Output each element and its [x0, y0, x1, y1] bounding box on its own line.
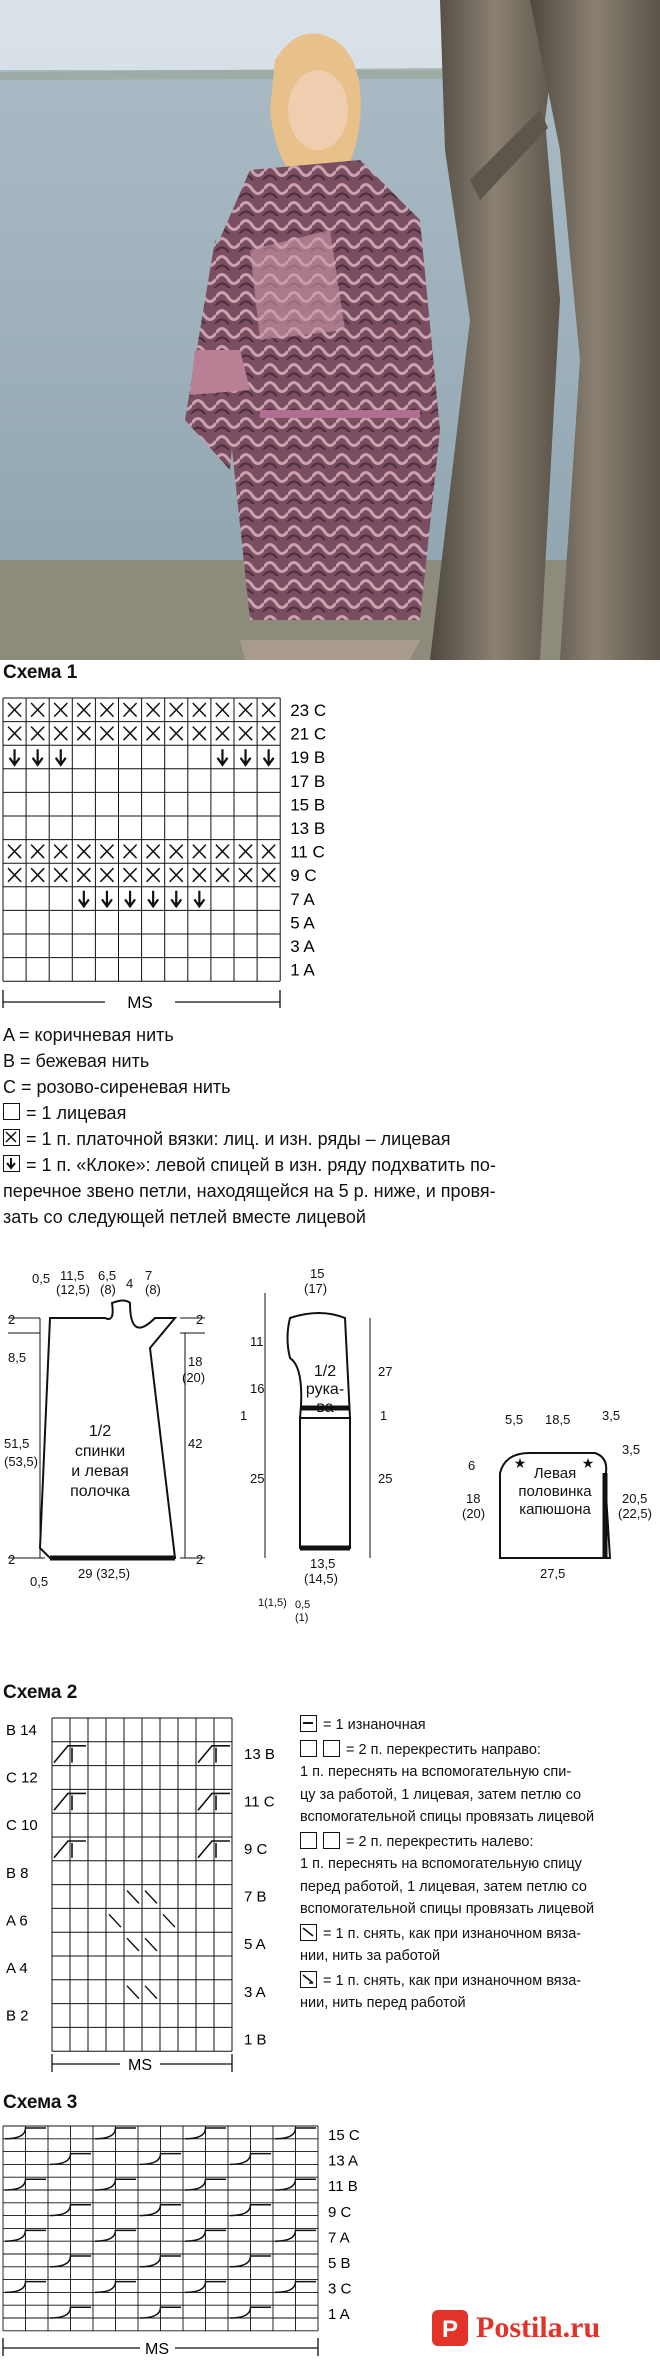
cross-mark [77, 727, 90, 741]
right-row-label: 7 B [244, 1888, 267, 1906]
row-label: 3 A [290, 937, 315, 956]
legend-cross-right: = 2 п. перекрестить направо: [300, 1737, 660, 1762]
cross-mark [216, 727, 229, 741]
right-row-label: 11 B [328, 2178, 358, 2196]
cross-mark [124, 845, 137, 859]
legend-color-a: A = коричневая нить [3, 1025, 174, 1045]
cross-mark [31, 868, 44, 882]
cross-mark [193, 868, 206, 882]
svg-text:(22,5): (22,5) [618, 1506, 652, 1521]
svg-text:11,5: 11,5 [60, 1268, 85, 1283]
cross-mark [193, 845, 206, 859]
svg-text:2: 2 [196, 1552, 204, 1567]
cross-mark [239, 703, 252, 717]
cross-square-icon [3, 1129, 20, 1146]
cross-mark [100, 703, 113, 717]
scheme1-title: Схема 1 [3, 662, 78, 683]
cross-mark [262, 703, 275, 717]
cross-mark [54, 845, 67, 859]
right-row-label: 3 A [244, 1983, 266, 2001]
hood-label [514, 1455, 595, 1518]
scheme1-ms-label: MS [127, 993, 153, 1012]
slip-front-icon [300, 1971, 317, 1988]
arrow-mark [79, 891, 89, 907]
left-row-label: B 2 [6, 2007, 29, 2025]
slip-mark [109, 1914, 121, 1927]
left-row-label: B 14 [6, 1722, 37, 1739]
scheme2-ms-label: MS [128, 2057, 152, 2074]
slip-back-icon [300, 1924, 317, 1941]
arrow-mark [33, 749, 43, 765]
cross-mark [193, 727, 206, 741]
svg-text:13,5: 13,5 [310, 1556, 336, 1571]
right-row-label: 5 A [244, 1936, 266, 1954]
cross-mark [31, 703, 44, 717]
scheme1-chart [0, 690, 400, 1020]
cross-mark [100, 845, 113, 859]
cross-mark [262, 868, 275, 882]
cross-mark [8, 845, 21, 859]
left-row-label: B 8 [6, 1864, 29, 1882]
scheme2-legend: = 1 изнаночная = 2 п. перекрестить направо: 1 п. переснять на вспомогательную спи- цу за работой, 1 лицевая, затем петлю со вспомогательной спицы провязать лицевой = 2 п. перекрестить налево: 1 п. переснять на вспомогательную спицу перед работой, 1 лицевая, затем петлю со вспомогательной спицы провязать лицевой = 1 п. снять, как при изнаночном вяза- нии, нить за работой = 1 п. снять, как при изнаночном вяза- нии, нить перед работой [300, 1712, 660, 2015]
cross-mark [8, 727, 21, 741]
scheme1-grid [3, 698, 280, 981]
svg-text:и левая: и левая [71, 1463, 129, 1480]
cross-mark [147, 703, 160, 717]
cross-mark [239, 868, 252, 882]
right-row-label: 11 C [244, 1793, 275, 1811]
empty-square-icon [3, 1103, 20, 1120]
cross-mark [31, 727, 44, 741]
left-row-label: C 12 [6, 1769, 38, 1787]
cross-mark [216, 703, 229, 717]
cross-mark [8, 868, 21, 882]
cross-mark [216, 868, 229, 882]
legend-slip-front: = 1 п. снять, как при изнаночном вяза- [300, 1968, 660, 1993]
svg-text:половинка: половинка [518, 1483, 592, 1500]
legend-color-b: B = бежевая нить [3, 1051, 150, 1071]
arrow-mark [56, 749, 66, 765]
row-label: 19 B [290, 748, 326, 768]
scheme1-row-labels [290, 701, 326, 980]
legend-garter: = 1 п. платочной вязки: лиц. и изн. ряды – лицевая [3, 1126, 653, 1152]
scheme1-legend: A = коричневая нить B = бежевая нить C = розово-сиреневая нить = 1 лицевая = 1 п. платочной вязки: лиц. и изн. ряды – лицевая = 1 п. «Клоке»: левой спицей в изн. ряду подхватить по- перечное звено петли, находящейся на 5 р. ниже, и провя- зать со следующей петлей вместе лицевой [3, 1022, 653, 1230]
cross-mark [77, 868, 90, 882]
scheme3-ms-label: MS [145, 2341, 169, 2358]
cross-left-icon-2 [323, 1832, 340, 1849]
svg-text:18,5: 18,5 [545, 1412, 571, 1427]
svg-text:(14,5): (14,5) [304, 1571, 338, 1586]
svg-text:7: 7 [145, 1268, 153, 1283]
right-row-label: 3 C [328, 2280, 352, 2298]
cross-right-icon [300, 1740, 317, 1757]
svg-text:1(1,5): 1(1,5) [258, 1597, 287, 1609]
cross-mark [170, 703, 183, 717]
cross-mark [216, 845, 229, 859]
svg-text:рука-: рука- [305, 1381, 345, 1398]
cross-mark [170, 845, 183, 859]
slip-mark [145, 1938, 157, 1951]
svg-text:1: 1 [240, 1408, 248, 1423]
svg-text:спинки: спинки [74, 1443, 126, 1460]
right-row-label: 5 B [328, 2255, 351, 2272]
svg-text:18: 18 [466, 1491, 481, 1506]
svg-text:(20): (20) [462, 1506, 486, 1521]
left-row-label: C 10 [6, 1817, 38, 1835]
svg-text:полочка: полочка [70, 1483, 130, 1500]
legend-cloque: = 1 п. «Клоке»: левой спицей в изн. ряду подхватить по- [3, 1152, 653, 1178]
scheme3-grid [3, 2126, 318, 2331]
cross-mark [8, 703, 21, 717]
slip-mark [127, 1891, 139, 1904]
svg-text:0,5: 0,5 [30, 1574, 49, 1589]
svg-text:Левая: Левая [533, 1465, 577, 1482]
scheme3-row-labels [328, 2127, 360, 2323]
cross-right-icon-2 [323, 1740, 340, 1757]
cross-mark [77, 703, 90, 717]
svg-text:15: 15 [310, 1266, 325, 1281]
slip-mark [145, 1986, 157, 1999]
cross-mark [147, 727, 160, 741]
cross-mark [100, 868, 113, 882]
svg-text:(20): (20) [182, 1370, 206, 1385]
slip-mark [145, 1891, 157, 1904]
row-label: 15 B [290, 795, 326, 815]
dash-square-icon [300, 1715, 317, 1732]
arrow-mark [194, 891, 204, 907]
svg-text:★: ★ [581, 1455, 595, 1471]
row-label: 5 A [290, 913, 315, 933]
right-row-label: 15 C [328, 2127, 360, 2144]
left-row-label: A 6 [6, 1912, 28, 1930]
arrow-mark [10, 749, 20, 765]
svg-text:★: ★ [513, 1455, 527, 1471]
cross-mark [193, 703, 206, 717]
svg-text:5,5: 5,5 [505, 1412, 524, 1427]
svg-text:2: 2 [8, 1552, 16, 1567]
row-label: 13 B [290, 819, 326, 838]
svg-text:29 (32,5): 29 (32,5) [78, 1566, 131, 1581]
cross-mark [124, 727, 137, 741]
svg-text:6,5: 6,5 [98, 1268, 117, 1283]
row-label: 11 C [290, 842, 325, 862]
svg-text:16: 16 [250, 1381, 265, 1396]
cross-mark [124, 868, 137, 882]
svg-text:(17): (17) [304, 1281, 328, 1296]
svg-text:ва: ва [316, 1399, 334, 1416]
cross-mark [100, 727, 113, 741]
cross-mark [54, 703, 67, 717]
svg-text:P: P [441, 2316, 459, 2343]
svg-text:(1): (1) [295, 1612, 309, 1624]
legend-cross-left: = 2 п. перекрестить налево: [300, 1829, 660, 1854]
model-photo [0, 0, 660, 660]
cross-left-icon [300, 1832, 317, 1849]
svg-text:25: 25 [378, 1471, 393, 1486]
sleeve-pattern [265, 1293, 370, 1558]
right-row-label: 13 A [328, 2152, 359, 2170]
scheme3-title: Схема 3 [3, 2092, 78, 2113]
scheme3-chart [0, 2120, 420, 2361]
arrow-mark [241, 749, 251, 765]
cross-mark [54, 727, 67, 741]
svg-text:11: 11 [250, 1334, 264, 1349]
svg-text:18: 18 [188, 1354, 203, 1369]
svg-text:42: 42 [188, 1436, 203, 1451]
svg-text:капюшона: капюшона [519, 1501, 591, 1518]
arrow-mark [148, 891, 158, 907]
svg-text:3,5: 3,5 [622, 1442, 641, 1457]
right-row-label: 9 C [244, 1841, 268, 1858]
cross-mark [124, 703, 137, 717]
svg-text:25: 25 [250, 1471, 265, 1486]
slip-mark [127, 1986, 139, 1999]
svg-text:27,5: 27,5 [540, 1566, 566, 1581]
svg-text:1/2: 1/2 [88, 1423, 112, 1440]
row-label: 23 C [290, 701, 327, 720]
svg-text:0,5: 0,5 [32, 1271, 51, 1286]
cross-mark [170, 727, 183, 741]
arrow-mark [171, 891, 181, 907]
svg-text:2: 2 [196, 1312, 204, 1327]
right-row-label: 7 A [328, 2229, 350, 2247]
arrow-mark [125, 891, 135, 907]
scheme2-chart [0, 1712, 300, 2092]
scheme2-title: Схема 2 [3, 1682, 78, 1703]
arrow-mark [217, 749, 227, 765]
row-label: 17 B [290, 771, 326, 791]
scheme2-row-labels [6, 1722, 275, 2048]
arrow-down-square-icon [3, 1155, 20, 1172]
row-label: 9 C [290, 866, 317, 886]
svg-text:3,5: 3,5 [602, 1408, 621, 1423]
legend-purl: = 1 изнаночная [300, 1712, 660, 1737]
legend-knit: = 1 лицевая [3, 1100, 653, 1126]
svg-text:1: 1 [380, 1408, 388, 1423]
svg-text:4: 4 [126, 1276, 134, 1291]
cross-mark [147, 868, 160, 882]
cross-mark [262, 845, 275, 859]
watermark: P Postila.ru [430, 2308, 600, 2348]
row-label: 7 A [290, 889, 315, 909]
svg-text:0,5: 0,5 [295, 1599, 311, 1611]
legend-color-c: C = розово-сиреневая нить [3, 1077, 231, 1097]
arrow-mark [264, 749, 274, 765]
cross-mark [77, 845, 90, 859]
cross-mark [239, 845, 252, 859]
right-row-label: 1 A [328, 2306, 350, 2324]
body-label [70, 1423, 130, 1500]
svg-text:27: 27 [378, 1364, 393, 1379]
postila-logo-icon [430, 2308, 470, 2348]
right-row-label: 9 C [328, 2203, 352, 2221]
row-label: 1 A [290, 960, 315, 980]
svg-text:(8): (8) [145, 1282, 161, 1297]
svg-text:1/2: 1/2 [313, 1363, 337, 1380]
svg-text:(12,5): (12,5) [56, 1282, 90, 1297]
arrow-mark [102, 891, 112, 907]
row-label: 21 C [290, 724, 327, 744]
svg-text:8,5: 8,5 [8, 1350, 27, 1365]
left-row-label: A 4 [6, 1960, 28, 1977]
cross-mark [54, 868, 67, 882]
cross-mark [170, 868, 183, 882]
slip-mark [127, 1938, 139, 1951]
cross-mark [147, 845, 160, 859]
svg-text:2: 2 [8, 1312, 16, 1327]
cross-mark [262, 727, 275, 741]
cross-mark [31, 845, 44, 859]
svg-text:(8): (8) [100, 1282, 116, 1297]
svg-text:(53,5): (53,5) [4, 1454, 38, 1469]
garment-patterns [0, 1258, 660, 1708]
right-row-label: 1 B [244, 2031, 267, 2049]
cross-mark [239, 727, 252, 741]
svg-text:20,5: 20,5 [622, 1491, 648, 1506]
right-row-label: 13 B [244, 1745, 275, 1763]
slip-mark [163, 1914, 175, 1927]
svg-text:6: 6 [468, 1458, 476, 1473]
svg-text:51,5: 51,5 [4, 1436, 30, 1451]
scheme2-grid [52, 1718, 232, 2051]
legend-slip-back: = 1 п. снять, как при изнаночном вяза- [300, 1921, 660, 1946]
